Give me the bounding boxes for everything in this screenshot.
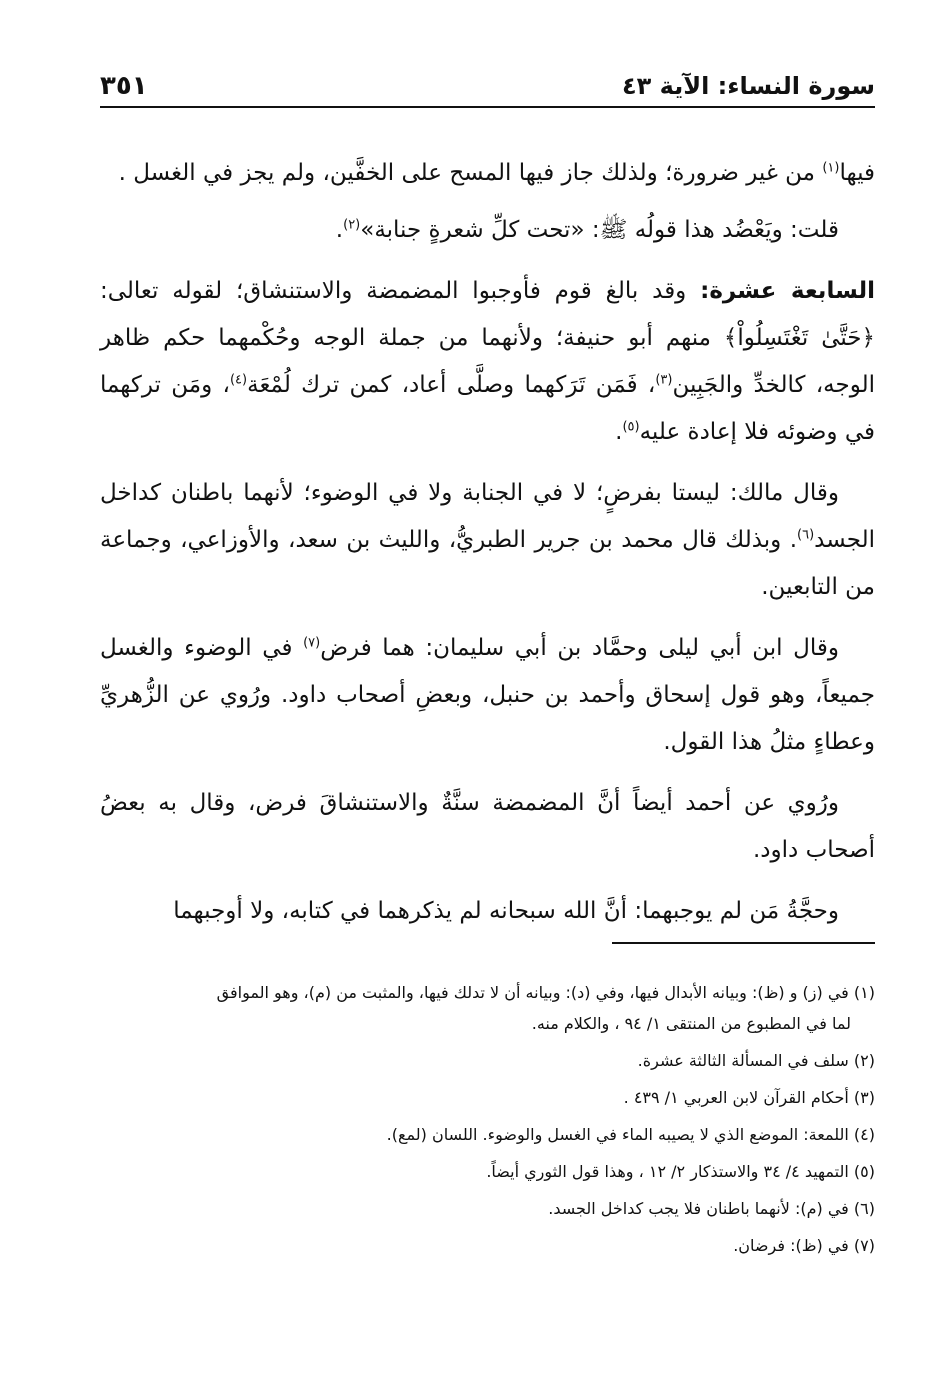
paragraph: ورُوي عن أحمد أيضاً أنَّ المضمضة سنَّةٌ والاستنشاقَ فرض، وقال به بعضُ أصحاب داود.: [100, 790, 875, 863]
footnotes: [100, 982, 875, 1272]
paragraph: قلت: ويَعْضُد هذا قولُه ﷺ: «تحت كلِّ شعرةٍ جنابة»$^{(٢)}$.: [335, 217, 839, 243]
footnote: (٦) في (م): لأنهما باطنان فلا يجب كداخل الجسد.: [548, 1199, 875, 1218]
footnote-ref: (٢): [343, 217, 361, 233]
page-number: ٣٥١: [100, 71, 148, 101]
paragraph: السابعة عشرة: وقد بالغ قوم فأوجبوا المضمضة والاستنشاق؛ لقوله تعالى: ﴿حَتَّىٰ تَغْتَسِلُواْ﴾ منهم أبو حنيفة؛ ولأنهما من جملة الوجه وحُكْمهما حكم ظاهر الوجه، كالخدِّ والجَبِين$^{(٣)}$، فَمَن تَرَكهما وصلَّى أعاد، كمن ترك لُمْعَة$^{(٤)}$، ومَن تركهما في وضوئه فلا إعادة عليه$^{(٥)}$.: [100, 278, 876, 445]
running-header: [100, 62, 875, 108]
footnote: (٧) في (ظ): فرضان.: [733, 1236, 875, 1255]
footnote: (٣) أحكام القرآن لابن العربي ١/ ٤٣٩ .: [623, 1088, 875, 1107]
footnote: (٥) التمهيد ٤/ ٣٤ والاستذكار ٢/ ١٢ ، وهذا قول الثوري أيضاً.: [486, 1162, 875, 1181]
section-lead: السابعة عشرة:: [700, 278, 875, 304]
paragraph: وحجَّةُ مَن لم يوجبهما: أنَّ الله سبحانه لم يذكرهما في كتابه، ولا أوجبهما: [173, 898, 839, 924]
footnote-ref: (٥): [622, 419, 640, 435]
paragraph: وقال ابن أبي ليلى وحمَّاد بن أبي سليمان: هما فرض$^{(٧)}$ في الوضوء والغسل جميعاً، وهو قول إسحاق وأحمد بن حنبل، وبعضِ أصحاب داود. ورُوي عن الزُّهريِّ وعطاءٍ مثلُ هذا القول.: [100, 635, 875, 755]
paragraph: وقال مالك: ليستا بفرضٍ؛ لا في الجنابة ولا في الوضوء؛ لأنهما باطنان كداخل الجسد$^{(٦)}$. وبذلك قال محمد بن جرير الطبريُّ، والليث بن سعد، والأوزاعي، وجماعة من التابعين.: [100, 480, 875, 600]
footnote-ref: (٣): [655, 372, 673, 388]
footnote-separator: [612, 942, 875, 944]
footnote-ref: (٦): [797, 527, 815, 543]
footnote: (١) في (ز) و (ظ): وبيانه الأبدال فيها، وفي (د): وبيانه أن لا تدلك فيها، والمثبت من (م)، وهو الموافق لما في المطبوع من المنتقى ١/ ٩٤ ، والكلام منه.: [216, 983, 875, 1033]
footnote-ref: (١): [822, 160, 840, 176]
footnote: (٤) اللمعة: الموضع الذي لا يصيبه الماء في الغسل والوضوء. اللسان (لمع).: [386, 1125, 875, 1144]
paragraph: فيها$^{(١)}$ من غير ضرورة؛ ولذلك جاز فيها المسح على الخفَّين، ولم يجز في الغسل .: [118, 160, 875, 186]
footnote: (٢) سلف في المسألة الثالثة عشرة.: [637, 1051, 875, 1070]
header-title: سورة النساء: الآية ٤٣: [622, 72, 875, 100]
footnote-ref: (٤): [229, 372, 248, 388]
main-text: [100, 150, 875, 949]
footnote-ref: (٧): [303, 635, 321, 651]
